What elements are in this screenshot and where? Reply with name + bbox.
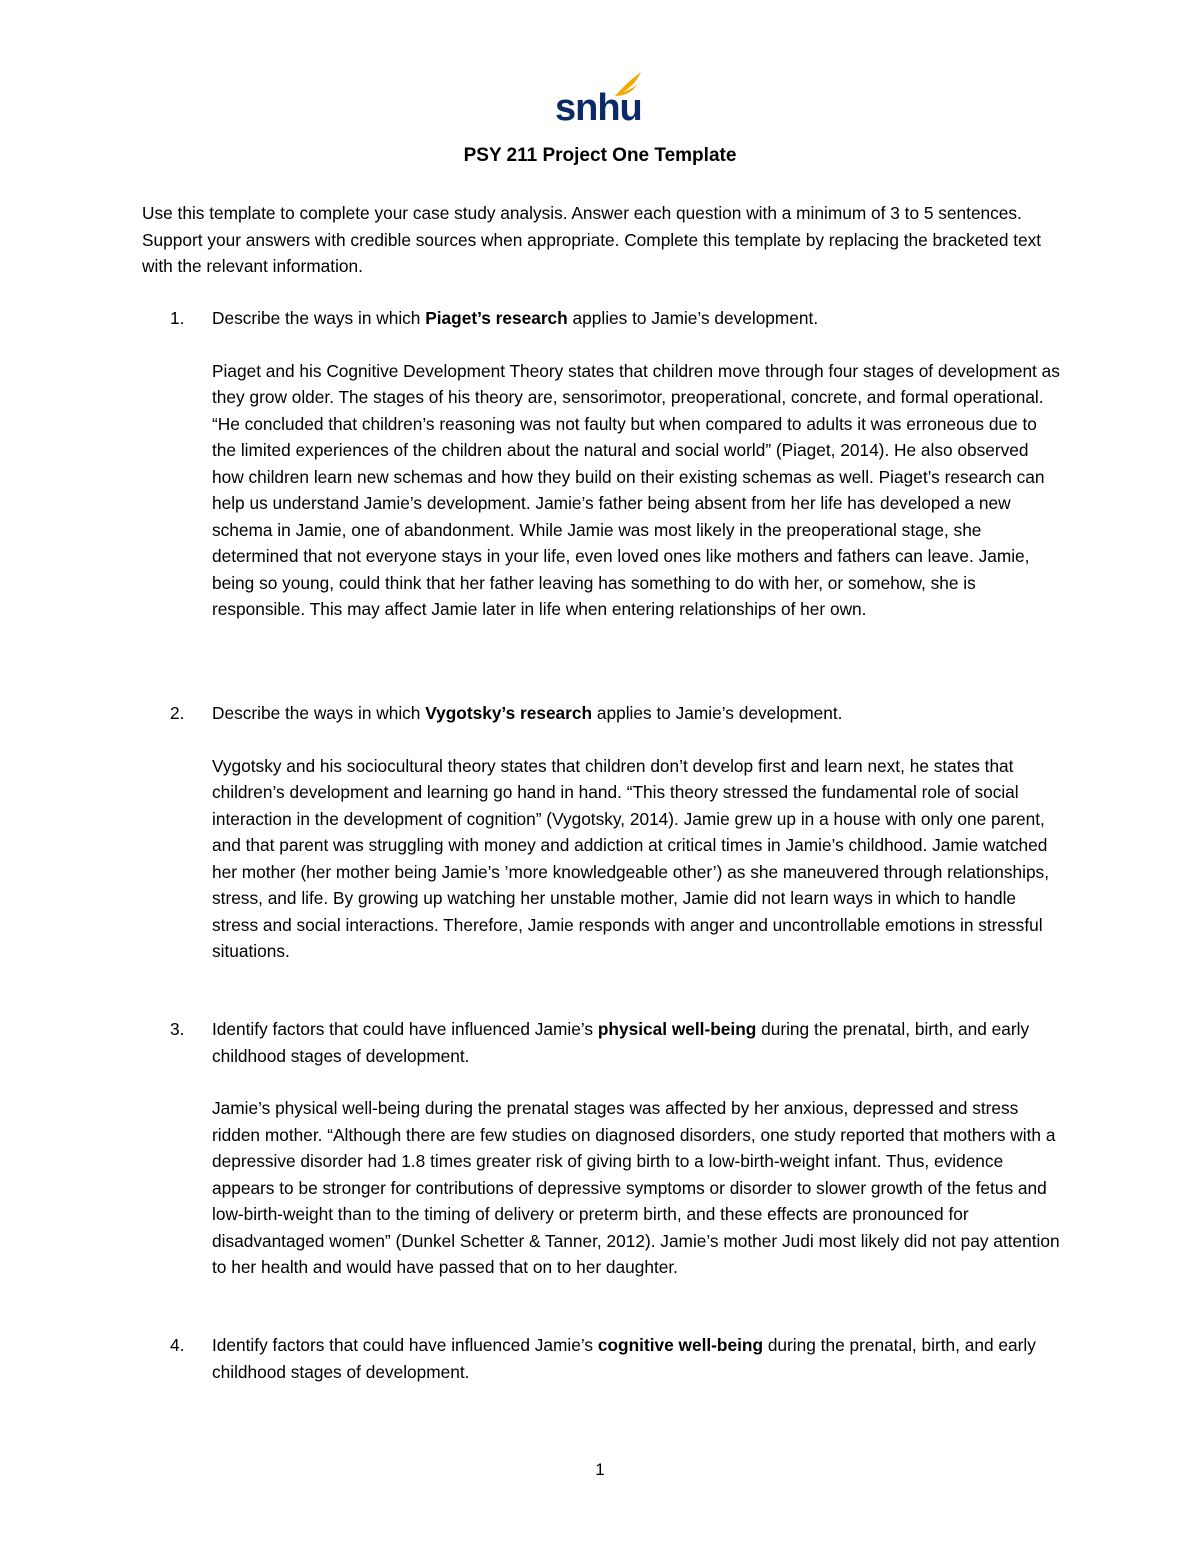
question-prompt: Describe the ways in which Piaget’s research applies to Jamie’s development.: [212, 308, 819, 328]
question-number: 4.: [170, 1335, 185, 1355]
question-2: [142, 700, 1062, 965]
question-prompt: Identify factors that could have influenced Jamie’s physical well-being during the prenatal, birth, and early childhood stages of development.: [212, 1019, 1030, 1066]
logo-wordmark: snhu: [555, 87, 642, 129]
question-1: [142, 305, 1062, 623]
intro-paragraph: Use this template to complete your case study analysis. Answer each question with a minimum of 3 to 5 sentences. Support your answers with credible sources when appropriate. Complete this template by replacing the bracketed text with the relevant information.: [142, 203, 1042, 276]
question-number: 2.: [170, 703, 185, 723]
snhu-logo: [555, 70, 645, 132]
answer-text: Vygotsky and his sociocultural theory states that children don’t develop first and learn next, he states that children’s development and learning go hand in hand. “This theory stressed the fundamental role of social interaction in the development of cognition” (Vygotsky, 2014). Jamie grew up in a house with only one parent, and that parent was struggling with money and addiction at critical times in Jamie’s childhood. Jamie watched her mother (her mother being Jamie’s ’more knowledgeable other’) as she maneuvered through relationships, stress, and life. By growing up watching her unstable mother, Jamie did not learn ways in which to handle stress and social interactions. Therefore, Jamie responds with anger and uncontrollable emotions in stressful situations.: [212, 755, 1049, 961]
answer-text: Piaget and his Cognitive Development Theory states that children move through four stages of development as they grow older. The stages of his theory are, sensorimotor, preoperational, concrete, and formal operational. “He concluded that children’s reasoning was not faulty but when compared to adults it was erroneous due to the limited experiences of the children about the natural and social world” (Piaget, 2014). He also observed how children learn new schemas and how they build on their existing schemas as well. Piaget’s research can help us understand Jamie’s development. Jamie’s father being absent from her life has developed a new schema in Jamie, one of abandonment. While Jamie was most likely in the preoperational stage, she determined that not everyone stays in your life, even loved ones like mothers and fathers can leave. Jamie, being so young, could think that her father leaving has something to do with her, or somehow, she is responsible. This may affect Jamie later in life when entering relationships of her own.: [212, 360, 1060, 619]
question-prompt: Describe the ways in which Vygotsky’s research applies to Jamie’s development.: [212, 703, 843, 723]
page-title: PSY 211 Project One Template: [463, 145, 737, 166]
question-number: 3.: [170, 1019, 185, 1039]
question-number: 1.: [170, 308, 185, 328]
question-4: [142, 1332, 1062, 1385]
question-prompt: Identify factors that could have influenced Jamie’s cognitive well-being during the prenatal, birth, and early childhood stages of development.: [212, 1335, 1036, 1382]
page-number: 1: [595, 1460, 605, 1479]
question-3: [142, 1016, 1062, 1281]
answer-text: Jamie’s physical well-being during the prenatal stages was affected by her anxious, depressed and stress ridden mother. “Although there are few studies on diagnosed disorders, one study reported that mothers with a depressive disorder had 1.8 times greater risk of giving birth to a low-birth-weight infant. Thus, evidence appears to be stronger for contributions of depressive symptoms or disorder to slower growth of the fetus and low-birth-weight than to the timing of delivery or preterm birth, and these effects are pronounced for disadvantaged women” (Dunkel Schetter & Tanner, 2012). Jamie’s mother Judi most likely did not pay attention to her health and would have passed that on to her daughter.: [212, 1098, 1060, 1277]
